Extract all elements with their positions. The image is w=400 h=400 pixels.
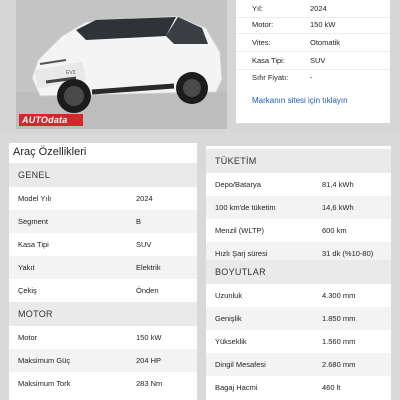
spec-value: 460 lt: [322, 383, 341, 392]
spec-value: Elektrik: [136, 263, 161, 272]
info-label: Sıfır Fiyatı:: [252, 73, 289, 82]
spec-value: 283 Nm: [136, 379, 163, 388]
spec-value: 600 km: [322, 226, 347, 235]
spec-label: Çekiş: [18, 286, 37, 295]
vehicle-header: [0, 0, 400, 134]
spec-value: Önden: [136, 286, 159, 295]
spec-value: 31 dk (%10-80): [322, 249, 374, 258]
spec-value: 150 kW: [136, 333, 162, 342]
spec-label: Model Yılı: [18, 194, 52, 203]
spec-row: [206, 353, 391, 376]
info-label: Motor:: [252, 20, 274, 29]
spec-row: [206, 307, 391, 330]
spec-label: 100 km'de tüketim: [215, 203, 276, 212]
spec-label: Menzil (WLTP): [215, 226, 265, 235]
car-badge: EV3: [66, 70, 76, 76]
spec-row: [206, 173, 391, 196]
spec-row: [206, 376, 391, 399]
brand-site-link[interactable]: Markanın sitesi için tıklayın: [252, 96, 348, 105]
spec-label: Segment: [18, 217, 49, 226]
spec-value: 1.560 mm: [322, 337, 356, 346]
spec-row: [9, 326, 197, 349]
car-photo[interactable]: [16, 0, 227, 129]
spec-row: [206, 196, 391, 219]
spec-row: [9, 279, 197, 302]
brand-logo: AUTOdata: [19, 114, 83, 126]
info-row-gearbox: [236, 34, 390, 52]
spec-row: [9, 210, 197, 233]
spec-row: [9, 372, 197, 395]
spec-label: Hızlı Şarj süresi: [215, 249, 268, 258]
info-value: 150 kW: [310, 20, 336, 29]
info-row-body-type: [236, 52, 390, 70]
info-label: Vites:: [252, 38, 271, 47]
specs-card-left: [9, 143, 197, 400]
info-row-price: [236, 69, 390, 87]
info-value: 2024: [310, 4, 327, 13]
spec-row: [9, 187, 197, 210]
section-header-general: GENEL: [9, 163, 197, 187]
spec-row: [9, 233, 197, 256]
car-illustration: [16, 0, 227, 129]
info-row-motor: [236, 16, 390, 34]
spec-value: 204 HP: [136, 356, 162, 365]
spec-label: Bagaj Hacmi: [215, 383, 258, 392]
section-header-motor: MOTOR: [9, 302, 197, 326]
spec-row: [9, 349, 197, 372]
spec-row: [206, 284, 391, 307]
spec-value: 81,4 kWh: [322, 180, 354, 189]
info-label: Kasa Tipi:: [252, 56, 285, 65]
specs-card-right: [206, 146, 391, 400]
spec-label: Maksimum Tork: [18, 379, 71, 388]
spec-value: SUV: [136, 240, 152, 249]
spec-label: Dingil Mesafesi: [215, 360, 266, 369]
spec-label: Genişlik: [215, 314, 242, 323]
info-label: Yıl:: [252, 4, 263, 13]
spec-label: Yükseklik: [215, 337, 247, 346]
spec-label: Motor: [18, 333, 38, 342]
spec-value: 14,6 kWh: [322, 203, 354, 212]
spec-label: Depo/Batarya: [215, 180, 261, 189]
info-card: [236, 0, 390, 123]
spec-value: B: [136, 217, 142, 226]
spec-value: 2024: [136, 194, 153, 203]
spec-value: 1.850 mm: [322, 314, 356, 323]
spec-label: Uzunluk: [215, 291, 243, 300]
spec-value: 2.680 mm: [322, 360, 356, 369]
info-value: -: [310, 73, 313, 82]
spec-label: Yakıt: [18, 263, 35, 272]
spec-row: [206, 219, 391, 242]
card-title: Araç Özellikleri: [13, 146, 87, 158]
spec-row: [206, 330, 391, 353]
section-header-dimensions: BOYUTLAR: [206, 260, 391, 284]
spec-label: Kasa Tipi: [18, 240, 49, 249]
spec-value: 4.300 mm: [322, 291, 356, 300]
info-value: SUV: [310, 56, 326, 65]
spec-label: Maksimum Güç: [18, 356, 71, 365]
section-header-consumption: TÜKETİM: [206, 149, 391, 173]
info-value: Otomatik: [310, 38, 341, 47]
spec-row: [9, 256, 197, 279]
